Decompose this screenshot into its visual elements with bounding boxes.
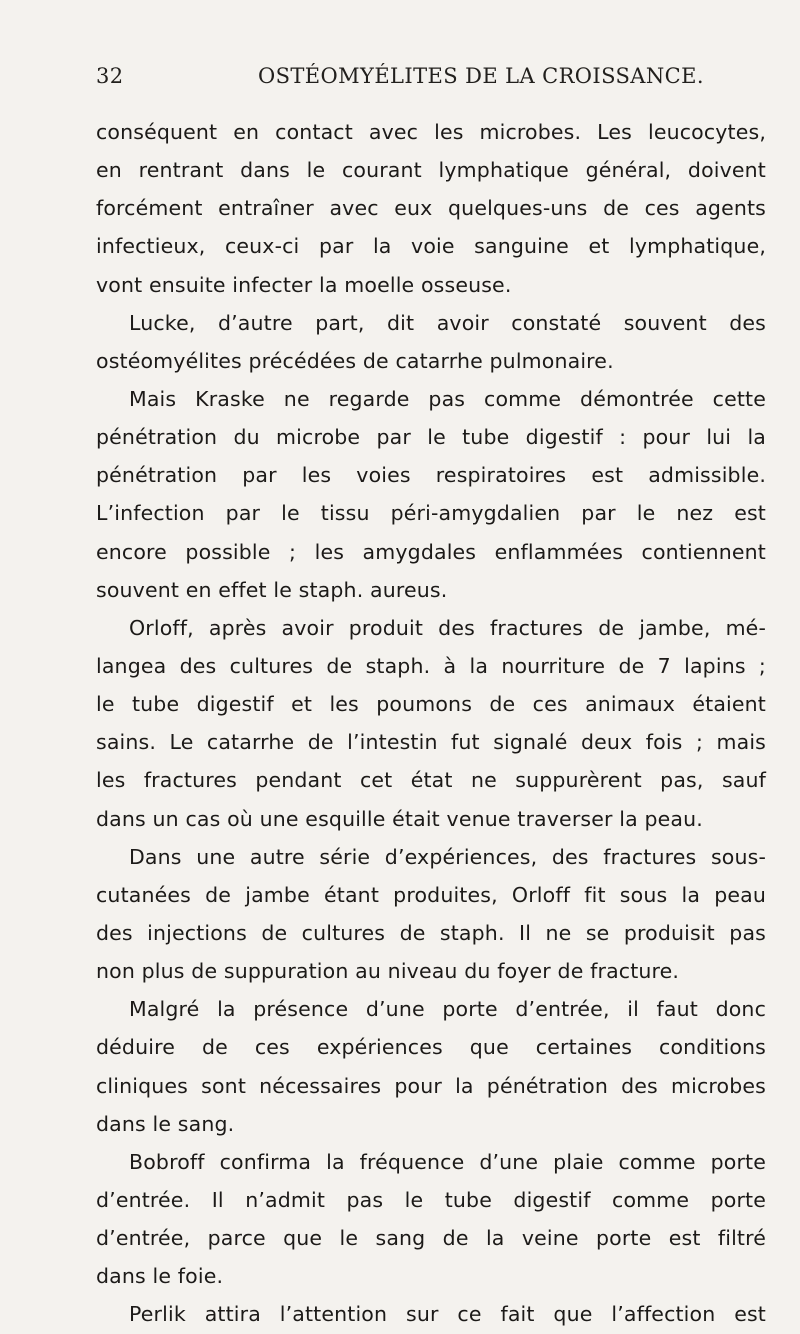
body-text: [96, 113, 766, 1334]
text-line: vont ensuite infecter la moelle osseuse.: [96, 272, 512, 297]
text-line: pénétration du microbe par le tube digestif : pour lui la: [96, 425, 766, 450]
text-line: souvent en effet le staph. aureus.: [96, 577, 448, 602]
text-line: non plus de suppuration au niveau du foyer de fracture.: [96, 959, 680, 984]
text-line: dans un cas où une esquille était venue traverser la peau.: [96, 806, 703, 831]
text-line: conséquent en contact avec les microbes. Les leucocytes,: [96, 120, 766, 144]
text-line: Mais Kraske ne regarde pas comme démontrée cette: [129, 386, 766, 411]
text-line: encore possible ; les amygdales enflammées contiennent: [96, 539, 766, 564]
text-line: des injections de cultures de staph. Il ne se produisit pas: [96, 920, 766, 945]
text-line: Lucke, d’autre part, dit avoir constaté souvent des: [129, 310, 766, 335]
text-line: en rentrant dans le courant lymphatique général, doivent: [96, 158, 766, 183]
text-line: cliniques sont nécessaires pour la pénétration des microbes: [96, 1073, 766, 1098]
text-line: langea des cultures de staph. à la nourriture de 7 lapins ;: [96, 653, 766, 678]
text-line: Bobroff confirma la fréquence d’une plaie comme porte: [129, 1149, 766, 1174]
text-line: déduire de ces expériences que certaines conditions: [96, 1035, 766, 1060]
text-line: L’infection par le tissu péri-amygdalien par le nez est: [96, 501, 766, 526]
running-title: OSTÉOMYÉLITES DE LA CROISSANCE.: [258, 64, 704, 88]
text-line: Dans une autre série d’expériences, des fractures sous-: [129, 844, 766, 869]
text-line: pénétration par les voies respiratoires est admissible.: [96, 463, 766, 488]
text-line: cutanées de jambe étant produites, Orloff fit sous la peau: [96, 882, 766, 907]
text-line: le tube digestif et les poumons de ces animaux étaient: [96, 692, 766, 717]
text-line: dans le sang.: [96, 1111, 235, 1136]
text-line: infectieux, ceux-ci par la voie sanguine et lymphatique,: [96, 234, 766, 259]
text-line: Perlik attira l’attention sur ce fait que l’affection est: [129, 1302, 766, 1327]
text-line: les fractures pendant cet état ne suppurèrent pas, sauf: [96, 768, 766, 793]
text-line: ostéomyélites précédées de catarrhe pulmonaire.: [96, 348, 614, 373]
text-line: d’entrée, parce que le sang de la veine porte est filtré: [96, 1226, 766, 1251]
page-number: 32: [96, 64, 124, 88]
text-line: d’entrée. Il n’admit pas le tube digestif comme porte: [96, 1187, 766, 1212]
running-head: [96, 64, 726, 96]
text-line: Malgré la présence d’une porte d’entrée, il faut donc: [129, 997, 766, 1022]
text-line: sains. Le catarrhe de l’intestin fut signalé deux fois ; mais: [96, 730, 766, 755]
text-line: forcément entraîner avec eux quelques-uns de ces agents: [96, 196, 766, 221]
text-line: Orloff, après avoir produit des fractures de jambe, mé-: [129, 615, 766, 640]
text-line: dans le foie.: [96, 1264, 224, 1289]
